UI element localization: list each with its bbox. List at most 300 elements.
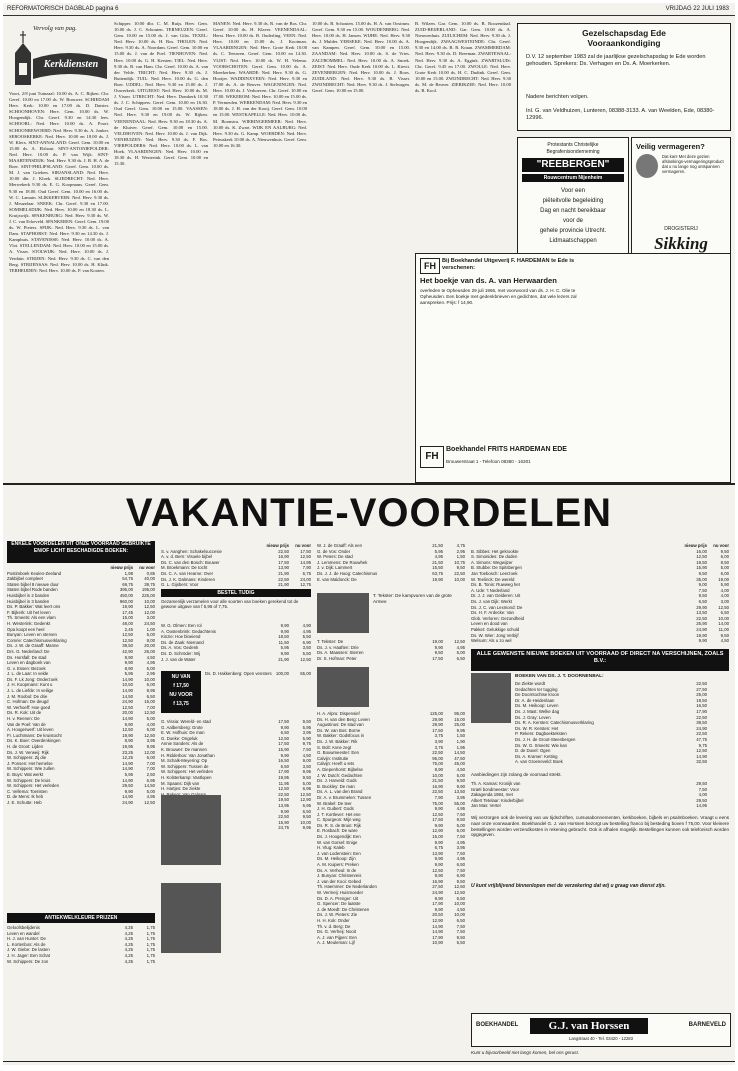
reeb-addr: Rouwcentrum Nijenheim [522, 174, 624, 182]
church-column-1 [9, 91, 109, 489]
book-title: A. Diepenhorst: Bijbelse [317, 766, 363, 772]
price-old: 21,50 [432, 559, 443, 565]
price-old: 19,50 [696, 697, 707, 703]
reeb-name: "REEBERGEN" [522, 158, 624, 172]
price-old: 16,50 [696, 703, 707, 709]
price-old: 12,50 [696, 554, 707, 560]
reeb-lines [518, 186, 628, 246]
price-new: 10,00 [300, 819, 311, 825]
book-title: Ds. P. Bakker: Wat leert ons [7, 604, 61, 610]
book-title: W. Schippers: Wie zullen [7, 766, 55, 772]
price-old: 19,90 [122, 604, 133, 610]
reeb-line: Dag en nacht bereikbaar [540, 208, 606, 214]
price-new: 95,00 [454, 711, 465, 716]
price-new: 9,90 [456, 783, 465, 789]
price-new: 9,95 [146, 744, 155, 749]
price-old: 9,90 [698, 638, 707, 644]
price-new: 225,00 [141, 592, 155, 598]
price-old: 19,90 [696, 632, 707, 638]
book-title: E. Rosbach: De ware [317, 828, 358, 834]
price-new: 12,50 [144, 732, 155, 738]
price-new: 5,90 [302, 735, 311, 741]
book-title: De Doorntochtse kroon [515, 692, 560, 698]
price-old: 9,90 [434, 856, 443, 862]
book-title: A. J. Meuleman: Lijf [317, 940, 355, 946]
price-old: 9,90 [280, 650, 289, 656]
sec6-note: Aanbiedingen zijn zolang de voorraad strekt. [471, 772, 562, 777]
price-old: 9,90 [280, 628, 289, 634]
price-row [161, 657, 311, 663]
price-old: 17,50 [432, 727, 443, 733]
price-new: 9,75 [302, 741, 311, 747]
sec1-rows [7, 571, 155, 806]
reeb-line: gehele provincie Utrecht. [539, 228, 607, 234]
price-old: 20,00 [122, 710, 133, 716]
reeb-line: Voor een [560, 188, 586, 194]
book-title: W. Verhoeff: Hoe goed [7, 704, 51, 710]
price-new: 4,50 [302, 752, 311, 758]
price-old: 1,98 [124, 570, 133, 576]
book-title: B. Buckley: De man [317, 783, 355, 789]
price-old: 19,90 [432, 576, 443, 582]
book-title: Ds. R. S. de Bruin: Rijk [317, 822, 361, 828]
book-title: J. W. Dutch: Gedachten [317, 772, 363, 778]
price-old: 3,75 [434, 733, 443, 739]
book-title: Ds. G. Verheij: Nooit [317, 929, 356, 935]
price-new: 5,00 [146, 632, 155, 638]
price-new: 12,00 [144, 749, 155, 755]
price-new: 10,00 [144, 676, 155, 682]
price-new: 5,00 [720, 565, 729, 571]
book-title: Staten bijbel 8 nieuwe duur [7, 581, 59, 587]
price-old: 6,50 [698, 598, 707, 604]
price-new: 10,00 [454, 912, 465, 918]
price-new: 1,75 [146, 947, 155, 953]
price-new: 12,50 [144, 799, 155, 805]
price-old: 14,90 [122, 766, 133, 772]
price-new: 4,00 [720, 587, 729, 593]
price-new: 15,00 [144, 699, 155, 705]
price-new: 6,00 [146, 727, 155, 733]
book-title: J. E. Schutte: Heb [7, 799, 42, 805]
book-title: W. Vermeij: Huismoeder [317, 890, 364, 895]
price-old: 16,90 [432, 878, 443, 884]
price-old: 10,50 [122, 682, 133, 688]
price-old: 5,95 [434, 548, 443, 554]
sec7-rows [471, 781, 729, 809]
price-old: 10,90 [432, 940, 443, 946]
book-title: Ds. A. Vos: Gedenk [161, 645, 199, 651]
price-old: 11,95 [278, 780, 289, 786]
price-old: 19,95 [278, 774, 289, 780]
price-new: 1,50 [456, 554, 465, 560]
book-title: Drs. G. Nederland: De [7, 648, 50, 654]
price-new: 4,95 [456, 644, 465, 650]
church-icon [9, 25, 109, 87]
price-old: 19,50 [278, 797, 289, 803]
price-old: 22,50 [278, 814, 289, 820]
price-old: 22,50 [432, 789, 443, 795]
book-title: W. Schippers: Zij die [7, 755, 47, 761]
book-title: Leven en dagboek van [7, 660, 51, 666]
book-title: K. Brouwer: De mannen [161, 746, 207, 752]
book-title: Ds. J. Gray: Leven [515, 714, 551, 720]
church-text-5: B. Wilzen. Gar. Gem. 10.00 ds. B. Roozendaal. ZUID-BEIJERLAND: Gar. Gem. 10.00 ds. A. Nieuwenhuis. ZUILICHEM: Ned. Herv. 9.30 ds. J. Hoogendijk. ZWAAGWESTEINDE: Chr. Geref. 9.30 en 14.00 ds. B. R. Kraan. ZWAMMERDAM: Ned. Herv. 9.30 ds. D. Breeman. ZWARTEWAAL: Ned. Herv. 9.30 ds. A. Eggink. ZWARTSLUIS: Chr. Geref. 9.45 en 17.00. ZWOLLE: Ned. Herv. Grote Kerk 10.00 ds. H. C. Dudink. Geref. Gem. 10.00 en 15.00. ZWIJNDRECHT: Ned. Herv. 9.30 ds. M. de Reuver. ZIERIKZEE: Ned. Herv. 10.00 ds. B. Kool. [415, 21, 511, 94]
book-title: W. J. de Graaff: Als een [317, 543, 363, 548]
price-old: 17,50 [278, 559, 289, 565]
price-new: 19,00 [718, 576, 729, 582]
price-new: 1,95 [456, 744, 465, 750]
book-title: J. H. Jager: Een Schat [7, 952, 50, 958]
price-old: 25,90 [696, 621, 707, 627]
price-new: 6,50 [456, 917, 465, 923]
book-title: Van de Poel: Van de [7, 721, 46, 727]
book-title: Ds. K. Boer: Overdenkingen [7, 738, 61, 744]
divider [3, 483, 735, 485]
book-title: Jan Mas: Vertel [471, 803, 501, 809]
price-new: 26,00 [144, 648, 155, 654]
book-title: T. Tekster: De [317, 639, 344, 644]
bestel-text: Gezamenlijk verzamelen voor alle soorten van boeken gerekend tot de gewone uitgave van f 5,95 of 7,75. [161, 599, 299, 610]
header-now: nu voor [295, 543, 311, 548]
price-new: 6,50 [456, 862, 465, 868]
price-old: 14,90 [122, 794, 133, 800]
horssen-name: G.J. van Horssen [530, 1018, 648, 1034]
price-old: 4,00 [698, 792, 707, 798]
church-text-2: Schipper. 10.00 dhr. C. M. Ruijs. Herv. Gem. 10.00 ds. J. C. Schouten. TERNEUZEN: Geref. Gem. 10.00 en 15.00 ds. J. van Gilst. TEXEL: Ned. Herv. 10.00 ds. H. Bos. THOLEN: Ned. Herv. 9.30 ds. A. Noordam. Geref. Gem. 10.00 en 15.00 ds. J. van de Poel. TIENHOVEN: Ned. Herv. 10.00 ds. G. H. Kersten. TIEL: Ned. Herv. 9.30 ds. B. van Ham. Chr. Geref. 10.00 ds. A. van der Velde. TRICHT: Ned. Herv. 9.30 ds. J. Buitendijk. TUIL: Ned. Herv. 10.00 ds. G. den Boer. UDDEL: Ned. Herv. 9.30 en 15.00 ds. J. Ouwerkerk. UITGEEST: Ned. Herv. 10.00 ds. M. J. Visser. UTRECHT: Ned. Herv. Domkerk 10.30 ds. J. C. Schippers. Geref. Gem. 10.00 en 16.30. Oud Geref. Gem. 10.00 en 15.00. VAASSEN: Ned. Herv. 9.30 en 19.00 ds. W. Rijken. VEENENDAAL: Ned. Herv. 9.30 en 18.30 ds. A. de Kluiver. Geref. Gem. 10.00 en 15.00. VELDHOVEN: Ned. Herv. 10.00 ds. J. van Dijk. VENHUIZEN: Ned. Herv. 9.30 ds. F. Bos. VIERPOLDERS: Ned. Herv. 10.00 ds. L. van Hoek. VLAARDINGEN: Ned. Herv. 10.00 en 18.30 ds. H. Westerink. Geref. Gem. 10.00 en 15.30. [114, 21, 208, 167]
bestel-title: BESTEL TIJDIG [161, 589, 311, 597]
price-new: 17,50 [300, 548, 311, 554]
book-title: F. Bijkerk: Uit het leven [7, 609, 51, 615]
book-title: Dr. S. Hofman: Peter [317, 655, 357, 661]
price-old: 4,25 [124, 947, 133, 953]
gez-title-2: Vooraankondiging [587, 38, 661, 48]
price-new: 9,50 [302, 774, 311, 780]
price-old: 4,25 [124, 958, 133, 964]
book-title: J. J. van de Water [161, 656, 196, 662]
book-title: J. Lemmens: De Rouwhek [317, 559, 368, 565]
book-cover-image [471, 673, 511, 723]
price-new: 3,95 [302, 730, 311, 736]
price-old: 15,50 [432, 565, 443, 571]
price-row [471, 803, 729, 809]
price-old: 24,90 [696, 626, 707, 632]
book-title: H. Vlug: Kaleb [317, 845, 345, 851]
book-title: Ds. C. A. van Hearne: Over [161, 570, 214, 576]
book-title: Ds. W. van Bos: Borne [317, 727, 361, 733]
price-new: 3,00 [720, 598, 729, 604]
book-title: Ds. J. H. de Groot-Steenbergen [515, 736, 576, 742]
price-old: 16,90 [278, 554, 289, 560]
price-old: 4,95 [434, 554, 443, 560]
price-new: 1,90 [456, 738, 465, 744]
church-column-5 [415, 21, 511, 249]
book-title: Pakket: Gelukkige schuld [471, 626, 520, 632]
price-old: 14,90 [122, 716, 133, 722]
sec5-rows [471, 549, 729, 644]
price-row [515, 759, 729, 765]
price-old: 16,00 [696, 548, 707, 554]
book-title: Annie Sanders: Als de [161, 741, 204, 747]
book-title: P. Rekers: Dagboekteksten [515, 731, 567, 737]
price-old: 9,90 [434, 806, 443, 812]
price-new: 195,00 [141, 587, 155, 593]
price-old: 27,50 [696, 686, 707, 692]
price-new: 12,50 [454, 884, 465, 890]
sec4c-rows [317, 711, 465, 946]
price-old: 95,00 [432, 755, 443, 761]
price-new: 9,50 [302, 719, 311, 724]
price-old: 17,50 [432, 655, 443, 661]
book-title: Ds. D. A. Prenger: Uit [317, 895, 359, 901]
price-old: 4,25 [124, 930, 133, 936]
book-title: E. van Maldonck: De [317, 576, 357, 582]
price-new: 1,50 [456, 733, 465, 739]
page-header [3, 3, 735, 16]
price-new: 6,50 [720, 610, 729, 616]
book-title: Ds. de Zaak: Niemand [161, 639, 204, 645]
sec1-title: ENKELE VOORDELEN UIT ONZE VOORRAAD GEBRUIKTE EN/OF LICHT BESCHADIGDE BOEKEN: [7, 541, 155, 563]
price-old: 29,50 [122, 783, 133, 789]
church-column-3 [213, 21, 307, 489]
book-title: G. Aalbersberg: Grote [161, 724, 203, 730]
price-new: 6,95 [146, 777, 155, 783]
header-now: nu voor [139, 565, 155, 570]
price-old: 13,90 [278, 565, 289, 571]
book-title: Ds. J. J. de Hoog: Catechismus [317, 570, 378, 576]
church-column-2 [114, 21, 208, 489]
price-old: 960,00 [119, 598, 133, 604]
price-old: 14,90 [122, 777, 133, 783]
church-column-4 [312, 21, 410, 249]
price-old: 2,45 [124, 626, 133, 632]
book-title: H. Hartjes: De ziekte [161, 786, 201, 792]
price-old: 125,00 [429, 711, 443, 716]
price-new: 9,50 [302, 814, 311, 820]
price-old: 24,90 [432, 890, 443, 895]
book-title: J. Ponsen: Het hemelse [7, 760, 53, 766]
book-title: H. J. van Hunter: De [7, 936, 46, 942]
price-old: 5,95 [124, 671, 133, 677]
price-old: 32,50 [696, 759, 707, 765]
price-new: 9,50 [720, 632, 729, 638]
book-title: Ds. J. van Dijk: Werkt [471, 598, 512, 604]
price-new: 5,00 [146, 665, 155, 671]
price-new: 3,95 [146, 738, 155, 744]
book-title: Ds. J. W. Verweij: Rijk [7, 749, 49, 755]
book-title: Gedachten ter tugging [515, 686, 558, 692]
book-title: Fr. Luchtmans: De kruistocht [7, 732, 62, 738]
price-old: 14,90 [122, 760, 133, 766]
price-new: 3,50 [302, 763, 311, 769]
book-title: Ds. J. W. Bakker: Rik [317, 738, 358, 744]
price-old: 15,90 [278, 746, 289, 752]
book-title: Welsum: Als u zo wel [471, 638, 512, 644]
logo-top: Vervolg van pag. [33, 25, 77, 32]
kerkdiensten-logo [9, 25, 109, 87]
price-old: 22,50 [278, 548, 289, 554]
book-title: Ds. J. Harveld: Gods [317, 778, 357, 784]
book-title: B. Sibbes: Het gekrookte [471, 548, 519, 554]
book-title: H. de Groot: Lijden [7, 744, 44, 749]
price-old: 13,90 [432, 850, 443, 856]
price-new: 8,00 [146, 637, 155, 643]
price-row [7, 959, 155, 965]
bigrow-list [205, 671, 311, 679]
price-old: 395,00 [119, 587, 133, 593]
price-old: 4,25 [124, 941, 133, 947]
price-new: 5,00 [456, 650, 465, 656]
price-old: 9,90 [434, 906, 443, 912]
price-new: 14,00 [718, 621, 729, 627]
price-new: 4,75 [456, 543, 465, 548]
price-old: 9,50 [698, 570, 707, 576]
price-old: 19,95 [122, 744, 133, 749]
price-old: 15,00 [432, 834, 443, 840]
book-cover-image [161, 795, 221, 865]
price-new: 9,50 [456, 934, 465, 940]
bigrow-now: 65,00 [300, 671, 311, 676]
price-new: 7,50 [456, 834, 465, 840]
sec2b-rows [161, 623, 311, 662]
book-title: Ds. R. Kok: Uit de [7, 710, 42, 716]
price-old: 17,50 [278, 741, 289, 747]
book-title: L. Kortenbos: Als de [7, 941, 46, 947]
price-new: 6,75 [302, 570, 311, 576]
book-title: Ds. M. Heikoop: Zijn [317, 856, 356, 862]
price-new: 7,50 [456, 811, 465, 817]
book-title: W. van Gorsel: Enige [317, 839, 358, 845]
nuvan-price2: f 13,75 [173, 701, 189, 707]
price-old: 17,50 [278, 719, 289, 724]
price-new: 1,75 [146, 941, 155, 947]
book-title: W. Schippers: De kruis [7, 777, 51, 783]
fh-logo-bottom: FH [420, 446, 444, 468]
price-old: 14,95 [696, 803, 707, 809]
price-row [317, 656, 465, 662]
price-new: 15,00 [454, 716, 465, 722]
price-new: 4,95 [302, 628, 311, 634]
book-title: M. Broekmann: De tocht [161, 565, 208, 571]
book-title: G. L. Gijsbers: Voor [161, 582, 199, 588]
price-new: 6,00 [720, 554, 729, 560]
price-old: 42,90 [122, 648, 133, 654]
price-new: 6,00 [146, 755, 155, 761]
book-title: Ds. W. Wier: Jong Verbijf [471, 632, 519, 638]
book-title: C. Spurgeon: Mijn weg [317, 817, 361, 823]
book-title: A. van Groeneveld: Boek [515, 759, 563, 765]
sec4b-intro: T. Tekster: De kampvuren van de grote Armee [373, 593, 452, 604]
price-old: 12,50 [278, 735, 289, 741]
price-old: 35,00 [696, 576, 707, 582]
fh-addr-line: Brouwerstraat 1 - Telefoon 08380 - 16301 [446, 459, 531, 464]
price-new: 9,50 [456, 565, 465, 571]
price-old: 12,50 [696, 748, 707, 754]
book-title: W. G. Olmen: Een rol [161, 623, 202, 628]
book-title: J. v. Dijk: Lammert [317, 565, 353, 571]
gez-note: Nadere berichten volgen. [526, 94, 589, 100]
price-old: 7,90 [434, 794, 443, 800]
price-new: 7,50 [302, 746, 311, 752]
book-title: H. A. Alpru: Dispensief [317, 711, 360, 716]
price-row [317, 940, 465, 946]
book-title: Ds. A. Maassen: Sterren [317, 650, 364, 656]
sec2-list [161, 543, 311, 588]
price-old: 24,90 [696, 725, 707, 731]
price-old: 9,90 [280, 724, 289, 730]
price-new: 9,50 [456, 778, 465, 784]
price-new: 4,90 [302, 623, 311, 628]
book-title: W. Schippers: De zon [7, 958, 49, 964]
price-old: 22,50 [696, 714, 707, 720]
book-title: J. Bunyan: Christenreis [317, 873, 362, 879]
veilig-body: Dat kan! Met deze gezien afslankings-vermageringsproduct dat u nu lange nog ontspannen vermageren. [662, 154, 724, 174]
price-old: 14,50 [122, 693, 133, 699]
price-old: 3,90 [434, 738, 443, 744]
price-old: 75,00 [432, 800, 443, 806]
bigrow-prev: 100,00 [275, 671, 289, 676]
sec1b-list [7, 925, 155, 965]
price-new: 12,50 [300, 791, 311, 797]
book-title: C. Vellema: Toeristen [7, 788, 48, 794]
price-new: 1,00 [146, 626, 155, 632]
book-title: Ds. A. L. van den Brand [317, 789, 363, 795]
book-title: Kinzie: Hoe bloeiend [161, 634, 201, 640]
book-title: Ds. J. K. Dalmans: Kinderen [161, 576, 215, 582]
price-old: 7,50 [698, 786, 707, 792]
price-new: 6,00 [146, 682, 155, 688]
price-old: 18,50 [278, 634, 289, 640]
book-title: J. L. de Laar: In velde [7, 671, 49, 677]
price-old: 16,50 [278, 758, 289, 764]
price-new: 3,00 [146, 615, 155, 621]
book-title: J. T. Kortlever: Het ene [317, 811, 361, 817]
price-old: 29,50 [696, 781, 707, 786]
gezelschapsdag-ad [517, 23, 731, 131]
price-old: 20,50 [432, 912, 443, 918]
book-title: Th. Smeets: Als een vlam [7, 615, 56, 621]
price-new: 5,50 [302, 650, 311, 656]
book-cover-image [317, 667, 369, 707]
book-title: D. de Duvel: Ogen [515, 748, 551, 754]
book-title: H. Westerink: Gedenkt [7, 620, 51, 626]
price-old: 4,25 [124, 936, 133, 942]
book-title: M. Schalk-Meyering: Op [161, 758, 208, 764]
price-row [161, 582, 311, 588]
price-old: 13,50 [696, 610, 707, 616]
price-new: 5,50 [456, 940, 465, 946]
reeb-top1: Protestants Christelijke [547, 142, 599, 148]
book-title: Ds. C. van den Bosch: Bouwer [161, 559, 220, 565]
price-new: 6,90 [302, 639, 311, 645]
price-old: 22,50 [432, 750, 443, 756]
book-title: Ds. J. W. de Graaff: Manne [7, 643, 59, 649]
price-new: 6,50 [146, 693, 155, 699]
price-new: 4,95 [146, 660, 155, 666]
sec2-rows [161, 549, 311, 588]
price-old: 450,00 [119, 592, 133, 598]
book-title: E. W. Hofhuis: De man [161, 730, 205, 736]
price-old: 22,50 [278, 791, 289, 797]
price-old: 6,50 [280, 730, 289, 736]
reeb-line: piëteitvolle begeleiding [542, 198, 604, 204]
fh-addr-name: Boekhandel FRITS HARDEMAN EDE [446, 446, 567, 453]
sec8-end: U kunt vrijblijvend binnenlopen met de verzekering dat wij u graag van dienst zijn. [471, 883, 666, 889]
drogist-label: DROGISTERIJ [664, 226, 698, 232]
price-new: 7,50 [456, 923, 465, 929]
price-old: 12,50 [278, 786, 289, 792]
book-title: Glob. Verloren: Gezondheid [471, 615, 525, 621]
